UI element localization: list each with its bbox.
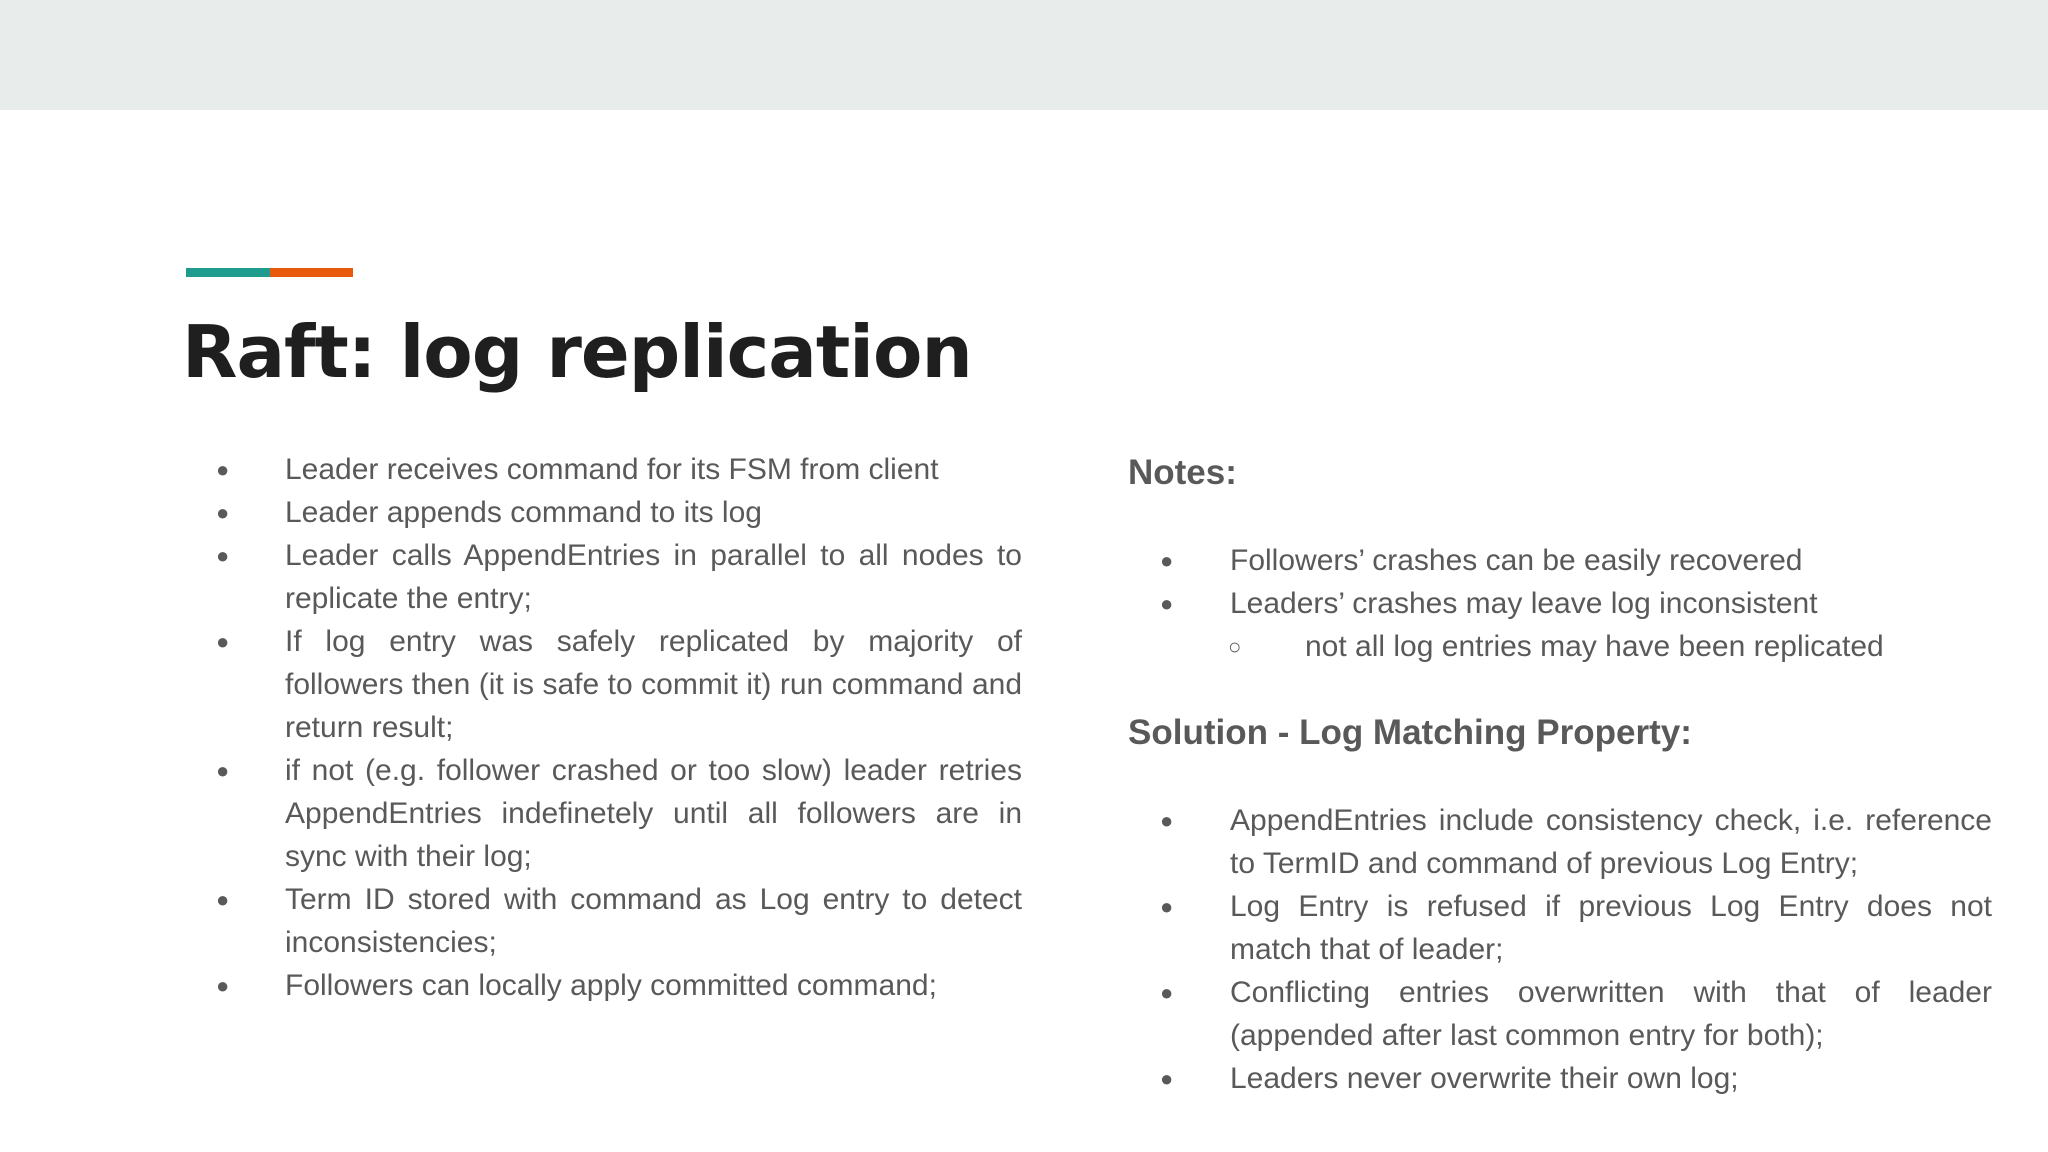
list-item: ● if not (e.g. follower crashed or too slow) leader retries AppendEntries indefinetely until all followers are in sync with their log; [210, 749, 1022, 878]
solution-bullet-list [1128, 799, 1992, 1100]
list-item [1128, 582, 1992, 625]
list-item: ● If log entry was safely replicated by majority of followers then (it is safe to commit it) run command and return result; [210, 620, 1022, 749]
list-item: ● Leaders never overwrite their own log; [1128, 1057, 1992, 1100]
list-item: ● Followers can locally apply committed command; [210, 964, 1022, 1007]
list-item: ● AppendEntries include consistency check, i.e. reference to TermID and command of previous Log Entry; [1128, 799, 1992, 885]
list-item: ● Leader appends command to its log [210, 491, 1022, 534]
list-item: ● Leader receives command for its FSM from client [210, 448, 1022, 491]
sub-list-item: ○ not all log entries may have been replicated [1128, 625, 1992, 668]
left-bullet-list [210, 448, 1022, 1007]
solution-heading: Solution - Log Matching Property: [1128, 713, 1692, 752]
accent-bar-orange-segment [270, 268, 353, 277]
list-item: ● Conflicting entries overwritten with that of leader (appended after last common entry for both); [1128, 971, 1992, 1057]
right-column [1128, 448, 1992, 1100]
list-item-text: Leaders’ crashes may leave log inconsistent [1230, 587, 1818, 620]
slide-title: Raft: log replication [182, 310, 972, 394]
list-item: ● Term ID stored with command as Log entry to detect inconsistencies; [210, 878, 1022, 964]
notes-heading: Notes: [1128, 453, 1237, 492]
list-item: ● Log Entry is refused if previous Log Entry does not match that of leader; [1128, 885, 1992, 971]
notes-bullet-list [1128, 539, 1992, 625]
list-item: ● Leader calls AppendEntries in parallel to all nodes to replicate the entry; [210, 534, 1022, 620]
accent-bar-teal-segment [186, 268, 270, 277]
list-item: ● Followers’ crashes can be easily recovered [1128, 539, 1992, 582]
left-column [210, 448, 1022, 1007]
notes-sub-bullet-list [1128, 625, 1992, 668]
top-header-band [0, 0, 2048, 110]
title-accent-bar [186, 268, 353, 277]
